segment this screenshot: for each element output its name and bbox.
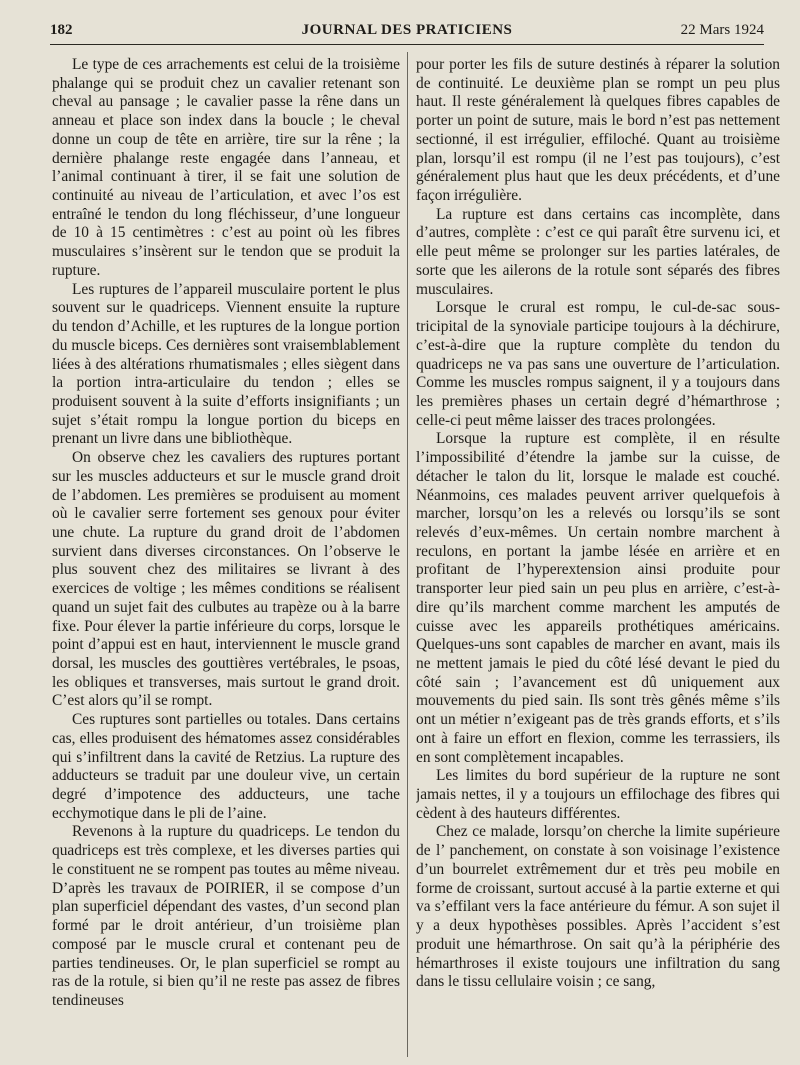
paragraph: Le type de ces arrachements est celui de la troisième phalange qui se produit chez un cavalier retenant son cheval au pansage ; le cavalier passe la rêne dans un anneau et place son index dans la boucle ; le cheval donne un coup de tête en arrière, tire sur la rêne ; la dernière phalange reste engagée dans l’anneau, et l’animal continuant à tirer, il se fait une solution de continuité au niveau de l’articulation, et avec l’os est entraîné le tendon du long fléchisseur, d’une longueur de 10 à 15 centimètres : c’est au point où les fibres musculaires s’insèrent sur le tendon que se produit la rupture.: [52, 56, 400, 279]
page-header: [50, 22, 764, 42]
paragraph: Les ruptures de l’appareil musculaire portent le plus souvent sur le quadriceps. Viennent ensuite la rupture du tendon d’Achille, et les ruptures de la longue portion du muscle biceps. Ces dernières sont vraisemblablement liées à des altérations rhumatismales ; elles siègent dans la portion intra-articulaire du tendon ; elles se produisent souvent à la suite d’efforts insignifiants ; un sujet s’était rompu la longue portion du biceps en prenant un livre dans une bibliothèque.: [52, 280, 400, 448]
paragraph: Chez ce malade, lorsqu’on cherche la limite supérieure de l’ panchement, on constate à son voisinage l’existence d’un bourrelet extrêmement dur et très peu mobile en forme de croissant, surtout accusé à la partie externe et qui va s’effilant vers la face antérieure du fémur. A son sujet il y a deux hypothèses possibles. Après l’accident s’est produit une hémarthrose. On sait qu’à la périphérie des hémarthroses il existe toujours une infiltration du sang dans le tissu cellulaire voisin ; ce sang,: [416, 823, 780, 991]
column-separator: [407, 52, 408, 1057]
page-number: 182: [50, 22, 73, 38]
paragraph-continuation: pour porter les fils de suture destinés à réparer la solution de continuité. Le deuxième plan se rompt un peu plus haut. Il reste généralement là quelques fibres capables de porter un point de suture, mais le bord n’est pas nettement sectionné, il est irrégulier, effiloché. Quant au troisième plan, lorsqu’il est rompu (il ne l’est pas toujours), c’est généralement plus haut que les deux précédents, et d’une façon irrégulière.: [416, 56, 780, 205]
journal-title: JOURNAL DES PRATICIENS: [301, 22, 513, 38]
paragraph: La rupture est dans certains cas incomplète, dans d’autres, complète : c’est ce qui paraît être survenu ici, et elle peut même se prolonger sur les parties latérales, de sorte que les ailerons de la rotule sont séparés des fibres musculaires.: [416, 205, 780, 298]
paragraph: Lorsque la rupture est complète, il en résulte l’impossibilité d’étendre la jambe sur la cuisse, de détacher le talon du lit, lorsque le malade est couché. Néanmoins, ces malades peuvent arriver quelquefois à marcher, lorsqu’on les a relevés ou lorsqu’ils se sont relevés d’eux-mêmes. Un certain nombre marchent à reculons, en portant la jambe lésée en arrière et en profitant de l’hyperextension ainsi produite pour transporter leur pied sain un peu plus en arrière, c’est-à-dire qu’ils marchent comme marchent les amputés de cuisse avec les appareils prothétiques américains. Quelques-uns sont capables de marcher en avant, mais ils ne mettent jamais le pied du côté lésé devant le pied du côté sain ; l’avancement est dû uniquement aux mouvements du pied sain. Ils sont très gênés même s’ils ont un métier n’exigeant pas de très grands efforts, et s’ils ont à faire un effort en flexion, comme les terrassiers, ils en sont complètement incapables.: [416, 430, 780, 766]
paragraph: Les limites du bord supérieur de la rupture ne sont jamais nettes, il y a toujours un effilochage des fibres qui cèdent à des hauteurs différentes.: [416, 767, 780, 822]
left-column: [52, 56, 400, 1056]
paragraph: Revenons à la rupture du quadriceps. Le tendon du quadriceps est très complexe, et les diverses parties qui le constituent ne se rompent pas toutes au même niveau. D’après les travaux de POIRIER, il se compose d’un plan superficiel dépendant des vastes, d’un second plan formé par le droit antérieur, d’un troisième plan composé par le muscle crural et contenant peu de parties tendineuses. Or, le plan superficiel se rompt au ras de la rotule, si bien qu’il ne reste pas assez de fibres tendineuses: [52, 823, 400, 1009]
header-rule: [50, 44, 764, 45]
paragraph: On observe chez les cavaliers des ruptures portant sur les muscles adducteurs et sur le muscle grand droit de l’abdomen. Les premières se produisent au moment où le cavalier serre fortement ses genoux pour éviter une chute. La rupture du grand droit de l’abdomen survient dans diverses circonstances. On l’observe le plus souvent chez des militaires se livrant à des exercices de voltige ; les mêmes conditions se réalisent quand un sujet fait des culbutes au trapèze ou à la barre fixe. Pour élever la partie inférieure du corps, lorsque le point d’appui est en haut, interviennent le muscle grand dorsal, les muscles des gouttières vertébrales, le psoas, les obliques et transverses, mais surtout le grand droit. C’est alors qu’il se rompt.: [52, 449, 400, 710]
right-column: [416, 56, 780, 1056]
paragraph: Lorsque le crural est rompu, le cul-de-sac sous-tricipital de la synoviale participe toujours à la déchirure, c’est-à-dire que la rupture complète du tendon du quadriceps ne va pas sans une ouverture de l’articulation. Comme les muscles rompus saignent, il y a toujours dans les premières phases un certain degré d’hémarthrose ; celle-ci peut même laisser des traces prolongées.: [416, 299, 780, 429]
paragraph: Ces ruptures sont partielles ou totales. Dans certains cas, elles produisent des hématomes assez considérables qui s’infiltrent dans la cavité de Retzius. La rupture des adducteurs se traduit par une douleur vive, un certain degré d’impotence des adducteurs, une tache ecchymotique dans le pli de l’aine.: [52, 711, 400, 822]
issue-date: 22 Mars 1924: [680, 22, 764, 38]
